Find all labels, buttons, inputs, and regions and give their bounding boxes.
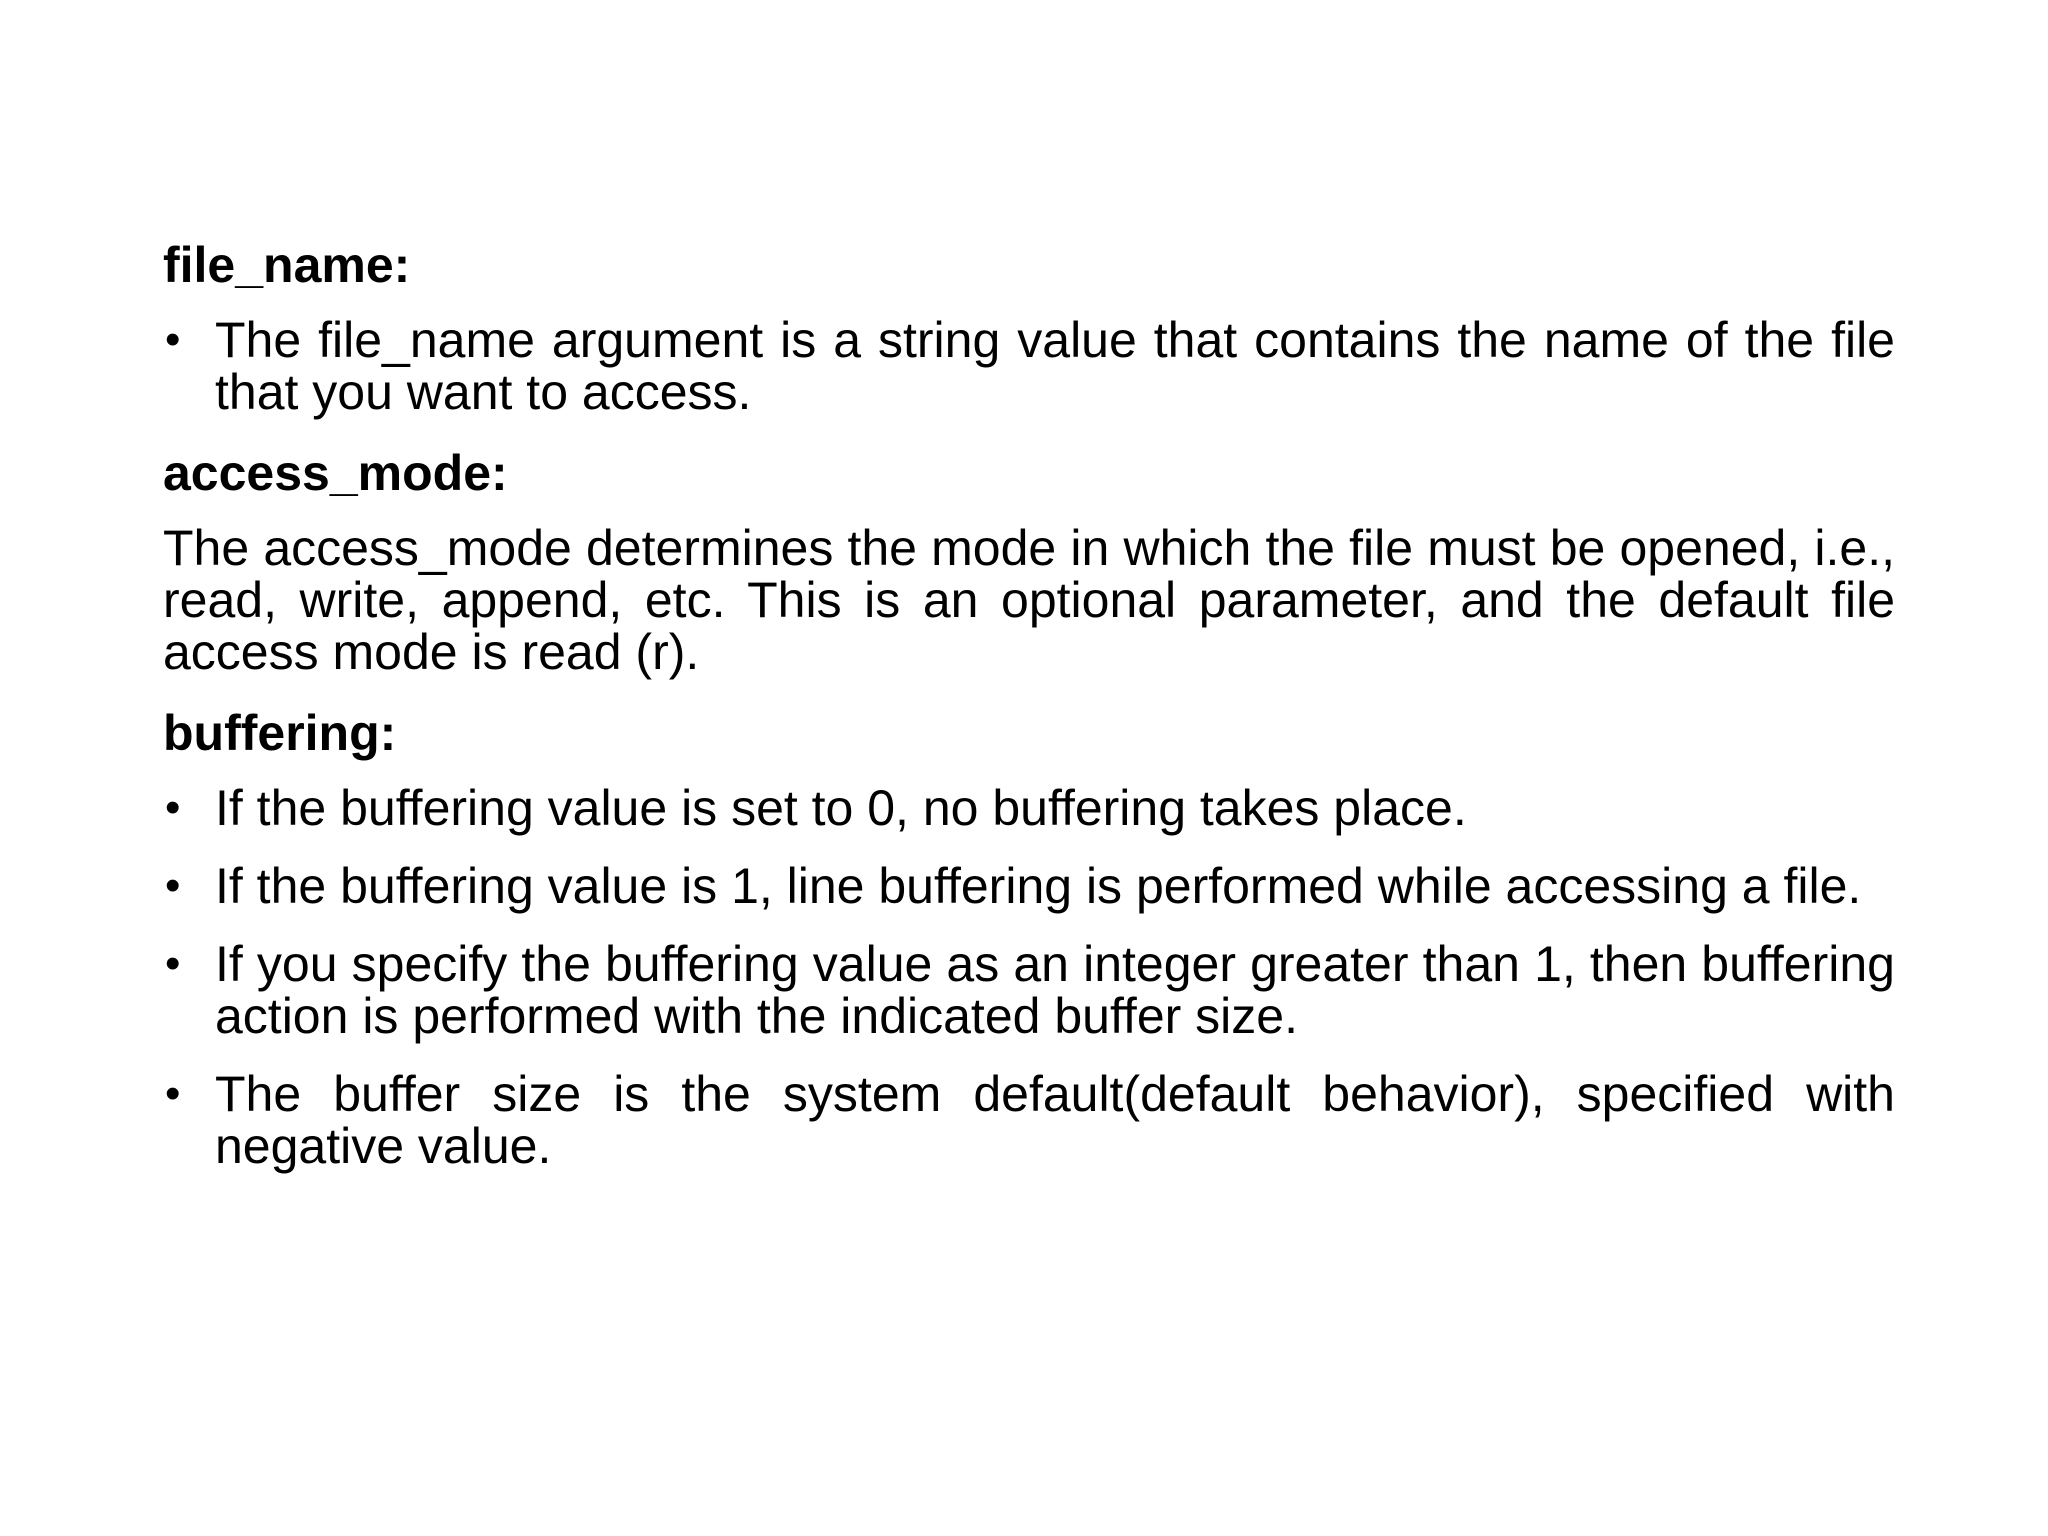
bullet-icon: • <box>165 861 181 910</box>
section-buffering <box>163 704 1895 1172</box>
bullet-icon: • <box>165 939 181 988</box>
heading-file-name: file_name: <box>163 237 411 293</box>
bullet-item <box>163 314 1895 418</box>
bullet-list-file-name <box>163 314 1895 418</box>
bullet-text: If you specify the buffering value as an integer greater than 1, then buffering action is performed with the indicated buffer size. <box>215 936 1895 1044</box>
heading-access-mode: access_mode: <box>163 445 508 501</box>
section-access-mode <box>163 444 1895 678</box>
bullet-icon: • <box>165 315 181 364</box>
slide-content <box>163 236 1895 1198</box>
bullet-text: If the buffering value is 1, line buffering is performed while accessing a file. <box>215 858 1862 914</box>
bullet-text: If the buffering value is set to 0, no buffering takes place. <box>215 780 1467 836</box>
heading-buffering: buffering: <box>163 705 397 761</box>
bullet-list-buffering <box>163 782 1895 1172</box>
section-file-name <box>163 236 1895 418</box>
bullet-item <box>163 938 1895 1042</box>
bullet-text: The buffer size is the system default(default behavior), specified with negative value. <box>215 1066 1895 1174</box>
bullet-text: The file_name argument is a string value that contains the name of the file that you want to access. <box>215 312 1895 420</box>
bullet-item <box>163 1068 1895 1172</box>
paragraph-access-mode: The access_mode determines the mode in which the file must be opened, i.e., read, write, append, etc. This is an optional parameter, and the default file access mode is read (r). <box>163 520 1895 680</box>
bullet-icon: • <box>165 1069 181 1118</box>
bullet-icon: • <box>165 783 181 832</box>
bullet-item <box>163 782 1895 834</box>
bullet-item <box>163 860 1895 912</box>
